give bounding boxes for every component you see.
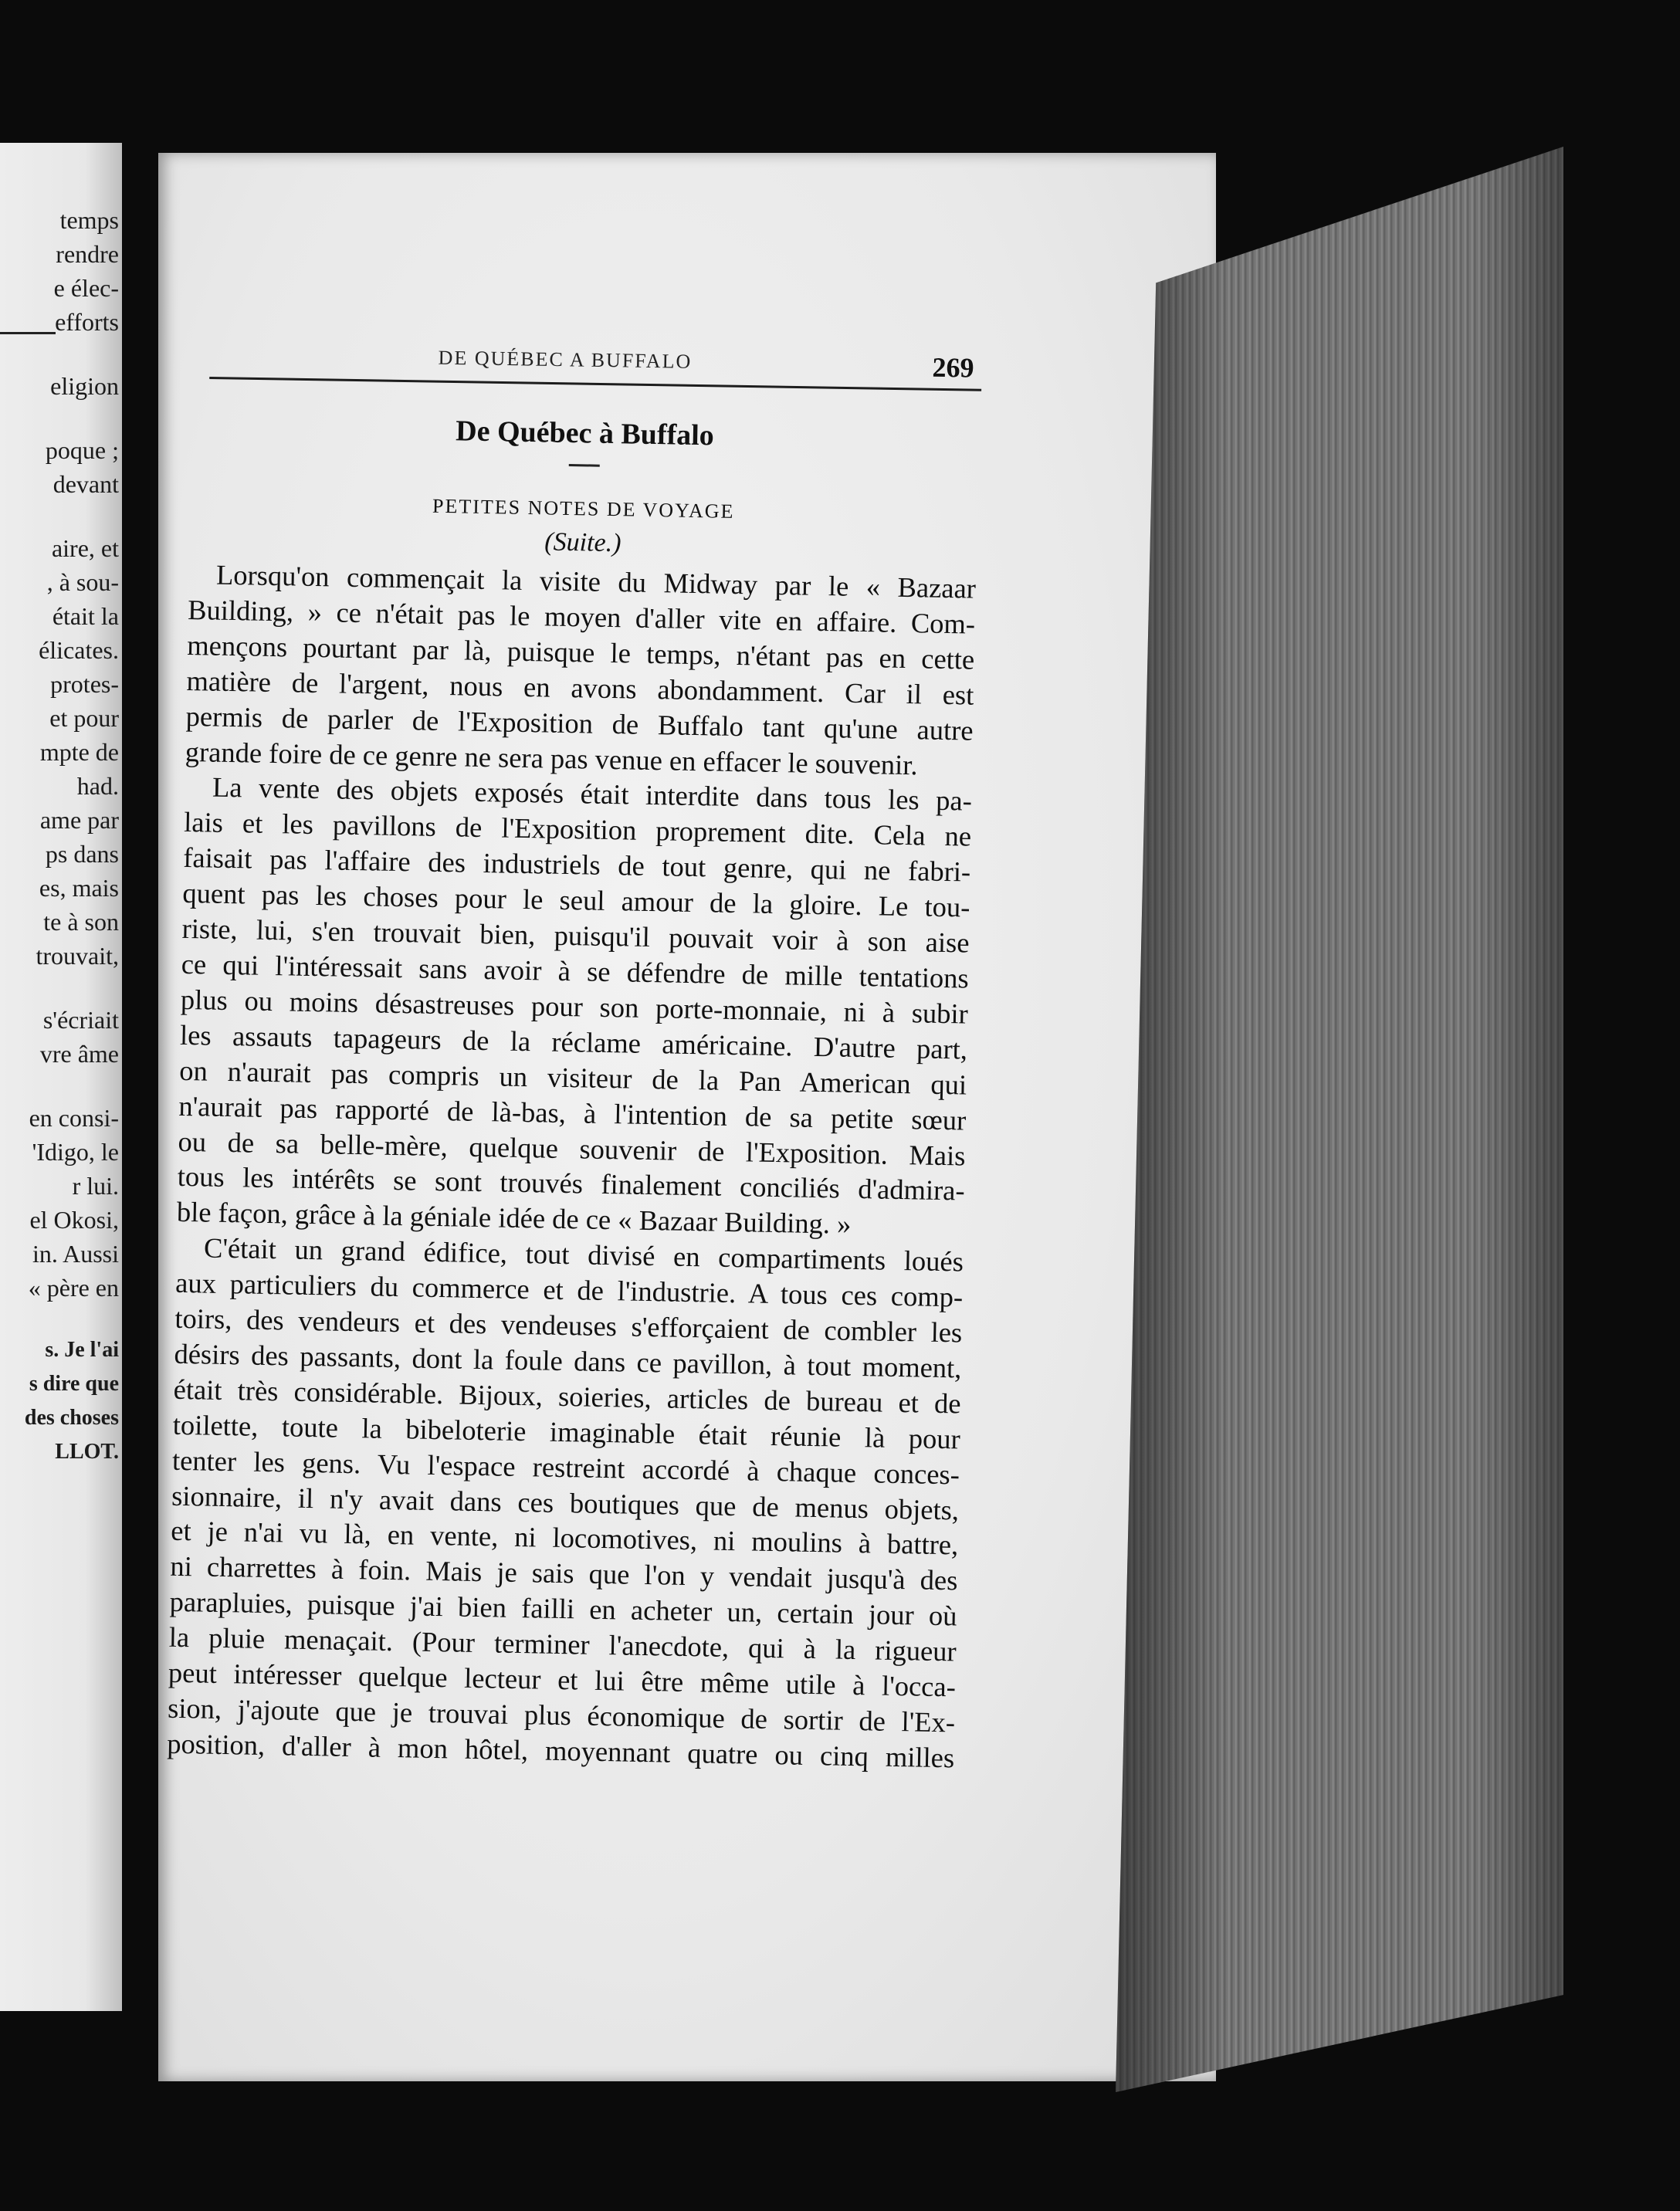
left-page-line: in. Aussi [32, 1240, 119, 1268]
left-page-line: élicates. [39, 636, 119, 664]
left-page-line: eligion [50, 372, 119, 400]
header-rule [209, 377, 981, 391]
article-line: et je n'ai vu là, en vente, ni locomotives, ni moulins à battre, [170, 1515, 959, 1561]
left-page-line: poque ; [45, 436, 119, 464]
article-line: grande foire de ce genre ne sera pas venue en effacer le souvenir. [185, 735, 918, 780]
left-page-line: e élec- [53, 274, 119, 302]
left-page-line: el Okosi, [29, 1206, 119, 1234]
left-page-fragment [0, 143, 122, 2011]
left-page-line: mpte de [39, 738, 119, 766]
article-line: ou de sa belle-mère, quelque souvenir de l'Exposition. Mais [178, 1125, 966, 1172]
article-line: Lorsqu'on commençait la visite du Midway par le « Bazaar [215, 558, 977, 604]
article-subtitle: PETITES NOTES DE VOYAGE [432, 494, 735, 523]
article-line: plus ou moins désastreuses pour son porte-monnaie, ni à subir [180, 983, 969, 1030]
article-line: peut intéresser quelque lecteur et lui être même utile à l'occa- [168, 1656, 957, 1703]
article-line: la pluie menaçait. (Pour terminer l'anecdote, qui à la rigueur [168, 1620, 957, 1668]
running-head: DE QUÉBEC A BUFFALO [438, 346, 693, 373]
article-line: sionnaire, il n'y avait dans ces boutiques que de menus objets, [171, 1479, 960, 1526]
article-line: permis de parler de l'Exposition de Buffalo tant qu'une autre [185, 699, 974, 747]
left-page-rule [0, 332, 56, 334]
article-suite: (Suite.) [544, 527, 622, 558]
article-line: n'aurait pas rapporté de là-bas, à l'intention de sa petite sœur [178, 1089, 967, 1136]
article-line: ble façon, grâce à la géniale idée de ce « Bazaar Building. » [176, 1196, 852, 1241]
article-line: tenter les gens. Vu l'espace restreint accordé à chaque conces- [171, 1444, 960, 1491]
left-page-line: protes- [50, 670, 119, 698]
left-page-line: ps dans [45, 840, 119, 868]
article-line: C'était un grand édifice, tout divisé en compartiments loués [203, 1231, 964, 1278]
article-line: Building, » ce n'était pas le moyen d'aller vite en affaire. Com- [187, 593, 976, 640]
article-line: tous les intérêts se sont trouvés finalement conciliés d'admira- [177, 1160, 965, 1207]
left-page-line: vre âme [39, 1040, 119, 1068]
left-page-line: rendre [56, 240, 119, 268]
left-page-line: , à sou- [46, 568, 119, 596]
article-line: aux particuliers du commerce et de l'industrie. A tous ces comp- [174, 1266, 964, 1313]
article-body [167, 557, 976, 1776]
left-page-line: had. [76, 772, 119, 800]
left-page-line: et pour [49, 704, 119, 732]
left-page-line: LLOT. [55, 1440, 119, 1464]
left-page-line: trouvait, [36, 942, 119, 970]
left-page-line: devant [52, 470, 119, 498]
article-line: riste, lui, s'en trouvait bien, puisqu'il pouvait voir à son aise [181, 912, 970, 959]
article-line: était très considérable. Bijoux, soieries, articles de bureau et de [173, 1373, 961, 1420]
left-page-line: aire, et [51, 534, 119, 562]
article-line: on n'aurait pas compris un visiteur de la Pan American qui [178, 1054, 967, 1101]
title-dash [569, 464, 600, 467]
article-line: lais et les pavillons de l'Exposition proprement dite. Cela ne [183, 806, 972, 852]
article-line: toirs, des vendeurs et des vendeuses s'efforçaient de combler les [174, 1302, 963, 1349]
left-page-line: des choses [24, 1406, 119, 1430]
article-line: toilette, toute la bibeloterie imaginable était réunie là pour [172, 1408, 961, 1455]
article-line: mençons pourtant par là, puisque le temps, n'étant pas en cette [187, 628, 975, 675]
article-line: faisait pas l'affaire des industriels de tout genre, qui ne fabri- [182, 841, 971, 888]
article-line: matière de l'argent, nous en avons abondamment. Car il est [186, 664, 974, 711]
page-header [209, 340, 982, 422]
left-page-line: efforts [55, 308, 119, 336]
article-line: sion, j'ajoute que je trouvai plus économique de sortir de l'Ex- [167, 1691, 956, 1739]
left-page-line: « père en [28, 1274, 119, 1302]
article-title: De Québec à Buffalo [455, 415, 715, 452]
article [167, 409, 979, 1776]
left-page-line: es, mais [39, 874, 119, 902]
left-page-line: était la [52, 602, 119, 630]
article-line: position, d'aller à mon hôtel, moyennant quatre ou cinq milles [166, 1727, 955, 1774]
left-page-line: s'écriait [42, 1006, 119, 1034]
left-page-line: 'Idigo, le [32, 1138, 119, 1166]
article-line: La vente des objets exposés était interdite dans tous les pa- [212, 771, 973, 818]
left-page-line: s. Je l'ai [45, 1338, 119, 1362]
page-number: 269 [932, 351, 974, 384]
left-page-line: temps [59, 206, 119, 234]
article-line: quent pas les choses pour le seul amour de la gloire. Le tou- [182, 877, 970, 923]
article-line: parapluies, puisque j'ai bien failli en acheter un, certain jour où [169, 1586, 957, 1632]
left-page-line: r lui. [72, 1172, 119, 1200]
book-page-edges-shade [1116, 147, 1563, 2092]
left-page-line: ame par [39, 806, 119, 834]
article-line: désirs des passants, dont la foule dans ce pavillon, à tout moment, [174, 1337, 962, 1384]
left-page-line: en consi- [29, 1104, 119, 1132]
article-line: les assauts tapageurs de la réclame américaine. D'autre part, [179, 1018, 968, 1065]
left-page-line: s dire que [29, 1372, 119, 1396]
article-line: ni charrettes à foin. Mais je sais que l'on y vendait jusqu'à des [170, 1550, 958, 1596]
article-line: ce qui l'intéressait sans avoir à se défendre de mille tentations [181, 947, 970, 994]
left-page-line: te à son [43, 908, 119, 936]
